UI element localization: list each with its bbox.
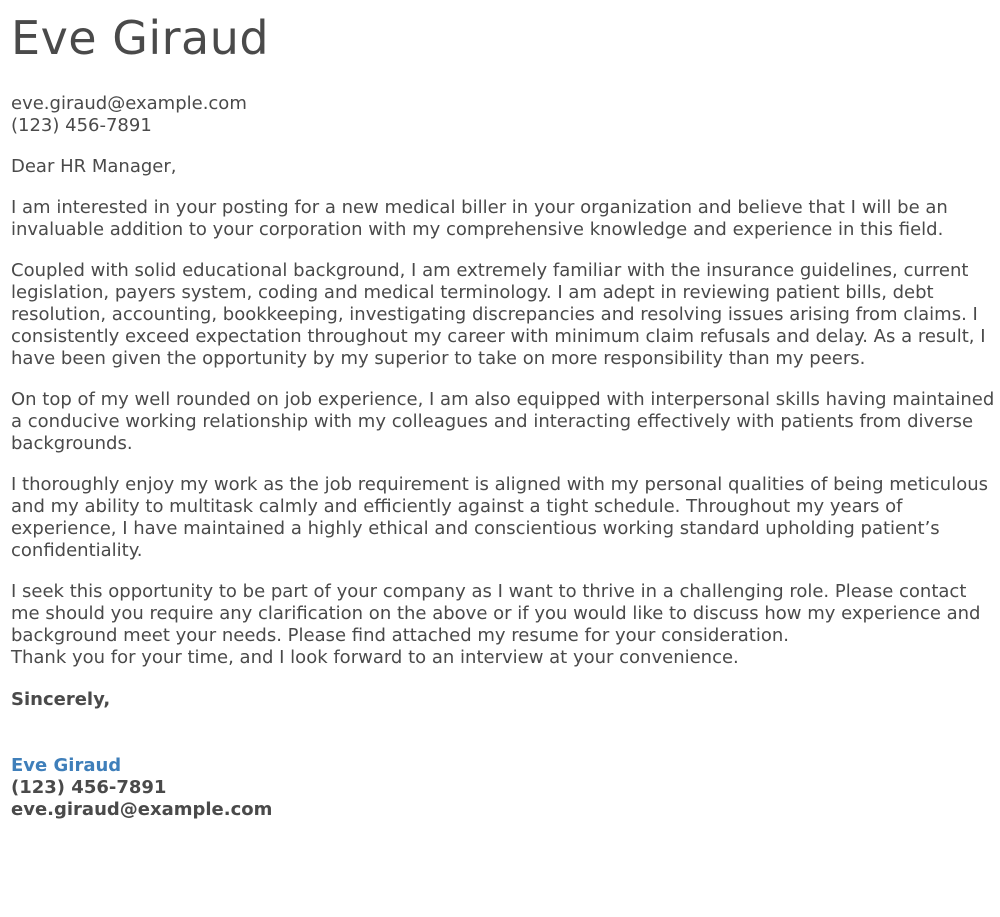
closing-line: Sincerely,	[11, 689, 111, 710]
applicant-name-heading: Eve Giraud	[11, 11, 270, 65]
body-paragraph-4: I thoroughly enjoy my work as the job requirement is aligned with my personal qualities of being meticulous and my ability to multitask calmly and efficiently against a tight schedule. Throughout my years of experience, I have maintained a highly ethical and conscientious working standard upholding patient’s confidentiality.	[11, 474, 989, 561]
signature-phone: (123) 456-7891	[11, 777, 167, 798]
signature-block	[11, 755, 990, 821]
body-paragraph-5-text: I seek this opportunity to be part of your company as I want to thrive in a challenging role. Please contact me should you require any clarification on the above or if you would like to discuss how my experience and background meet your needs. Please find attached my resume for your consideration.	[11, 581, 981, 646]
body-paragraph-5	[11, 581, 996, 669]
salutation: Dear HR Manager,	[11, 156, 177, 177]
thanks-line: Thank you for your time, and I look forward to an interview at your convenience.	[11, 647, 739, 668]
contact-phone: (123) 456-7891	[11, 115, 152, 136]
signature-name: Eve Giraud	[11, 755, 122, 776]
contact-email: eve.giraud@example.com	[11, 93, 247, 114]
body-paragraph-2: Coupled with solid educational background, I am extremely familiar with the insurance guidelines, current legislation, payers system, coding and medical terminology. I am adept in reviewing patient bills, debt resolution, accounting, bookkeeping, investigating discrepancies and resolving issues arising from claims. I consistently exceed expectation throughout my career with minimum claim refusals and delay. As a result, I have been given the opportunity by my superior to take on more responsibility than my peers.	[11, 260, 986, 369]
contact-block	[11, 93, 990, 137]
body-paragraph-1: I am interested in your posting for a new medical biller in your organization and believe that I will be an invaluable addition to your corporation with my comprehensive knowledge and experience in this field.	[11, 197, 948, 240]
body-paragraph-3: On top of my well rounded on job experience, I am also equipped with interpersonal skills having maintained a conducive working relationship with my colleagues and interacting effectively with patients from diverse backgrounds.	[11, 389, 995, 454]
signature-email: eve.giraud@example.com	[11, 799, 273, 820]
